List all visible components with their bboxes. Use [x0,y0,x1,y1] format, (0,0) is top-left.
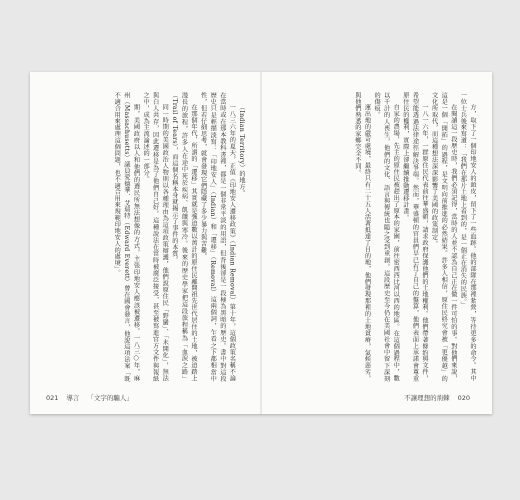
right-paragraph: 在閱讀這一段歷史時，我們必須記得，當時的人並不認為自己正在做一件可怕的事。對他們來說，這是一個「開拓」的過程，是文明向前推進的必然結果。許多人相信，原住民終究會被「更優越」的文化所取代，而這種想法深深影響了美國的政策制定。 [430,92,457,382]
left-chapter-title: 「文字的騙人」 [87,394,133,402]
right-page-number: 020 [457,394,470,402]
right-page [261,72,492,414]
left-paragraph: 一八三六年的夏天，正值《印地安人遷移政策》（Indian Removal）第十年，這個政策名稱不論在當時或在那本教科書裡，都是一個非常平淡的用語，但背後卻是一段極為黑暗的歷史。書中對這段歷史只是輕描淡寫：「印地安人」（Indian）和「遷移」（Removal）這兩個詞，乍看之下都相當中性，但若仔細思考，就會發現它們隱藏了多少暴力與苦難。 [199,92,236,382]
left-paragraph: 在那個年代，所謂的「遷移」其實就是強迫數以萬計的原住民離開祖先世代居住的土地，被迫踏上漫長的旅程，許多人在途中死於疾病、飢餓與寒冷。後來的歷史學家把這段旅程稱為「血淚之路」（Trail of Tears），而這個名稱本身就揭示了事件的本質。 [170,92,198,382]
left-page-body [46,92,246,382]
right-chapter-title: 不讓理想的荊棘 [404,394,450,402]
left-paragraph: 期，美國政府以人和他們的選民所無法想像的方式，主張印地安人應該被遷移。一八三○年，麻州（Massachusetts）議員愛德華．艾瑞特（Edward Everett）曾在國會發言，他說這項法案「既不適合用來處理這個問題，也不適合用來規範印地安人的處境」。 [113,92,140,382]
left-page [30,72,261,414]
left-paragraph: （Indian Territory）的地方。 [238,104,245,197]
right-page-body [275,92,477,382]
left-paragraph: 同一時期的美國政治人物則以各種理由為這項政策辯護，他們說原住民「野蠻」、「未開化」，無法與白人共存，因此遷移是為了他們自己好。這種說法在當時被廣泛接受，甚至被寫進官方文件與報紙之中，成為主流論述的一部分。 [142,92,169,382]
left-page-number: 021 [46,394,59,402]
right-page-footer [404,393,478,402]
left-chapter-label: 導言 [66,394,80,402]
left-page-footer [46,393,141,402]
right-paragraph: 自家的農場，先主的原住民被趕出了原本的家園，前往密西西比河以西的地區。在這個過程中，數以千計的人喪生，他們的文化、語言與傳統也隨之受到重創。這段歷史至今仍在美國社會中留下深刻的傷痕。 [373,92,400,382]
right-paragraph: 方，取下了一個印地安人的頭皮，留下了一些血跡。他的部隊在那裡紮營，等待更多的命令。其中一位士兵後來寫道：「我們在那片土地上看到的，是一個正在消失的民族。」 [459,92,476,382]
right-paragraph: 一八一六年，一群原住民代表前往華盛頓，請求政府保護他們的土地權利。他們帶著條約與文件，希望能透過法律途徑解決爭端。然而，華盛頓的官員們早已有了自己的盤算，他們表面上承諾會尊重原住民的權利，實際上卻繼續推動遷移計畫。 [401,92,429,382]
book-spread [30,72,492,414]
right-paragraph: 運出地的嚴苛處境，最終只有二十五人活著抵達了目的地，他們發現那裡的土地貧瘠，氣候惡劣，與他們熟悉的家鄉完全不同。 [353,92,371,382]
